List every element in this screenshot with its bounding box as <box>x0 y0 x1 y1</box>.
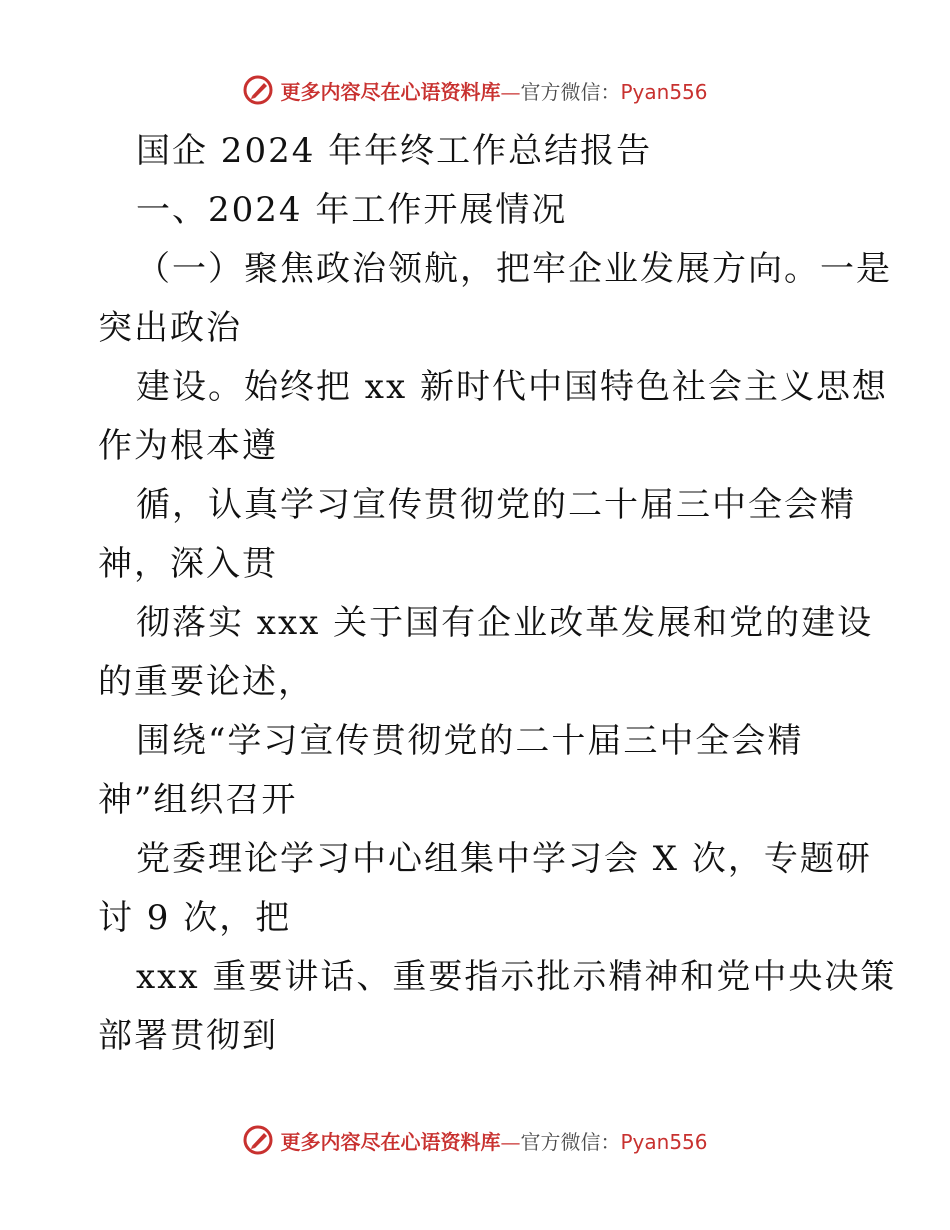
body-line: 党委理论学习中心组集中学习会 X 次，专题研 <box>136 839 872 879</box>
watermark-label: 官方微信： <box>520 79 621 104</box>
body-line: 神”组织召开 <box>98 780 298 820</box>
document-title: 国企 2024 年年终工作总结报告 <box>136 131 653 171</box>
section-heading: 一、2024 年工作开展情况 <box>136 190 568 230</box>
watermark-brand: 更多内容尽在心语资料库 <box>280 79 501 104</box>
header-watermark <box>0 70 950 110</box>
pen-seal-icon <box>242 1124 274 1156</box>
watermark-text <box>280 1126 707 1155</box>
body-line: 突出政治 <box>98 308 242 348</box>
watermark-brand: 更多内容尽在心语资料库 <box>280 1129 501 1154</box>
body-line: 循，认真学习宣传贯彻党的二十届三中全会精 <box>136 485 856 525</box>
watermark-text <box>280 76 707 105</box>
body-line: 部署贯彻到 <box>98 1016 278 1056</box>
watermark-account: Pyan556 <box>620 1129 708 1154</box>
body-line: 讨 9 次，把 <box>98 898 292 938</box>
body-line: xxx 重要讲话、重要指示批示精神和党中央决策 <box>136 957 897 997</box>
body-line: （一）聚焦政治领航，把牢企业发展方向。一是 <box>136 249 892 289</box>
body-line: 神，深入贯 <box>98 544 278 584</box>
body-line: 作为根本遵 <box>98 426 278 466</box>
watermark-dash: — <box>500 79 521 104</box>
watermark-label: 官方微信： <box>520 1129 621 1154</box>
body-line: 的重要论述， <box>98 662 314 702</box>
watermark-account: Pyan556 <box>620 79 708 104</box>
watermark-dash: — <box>500 1129 521 1154</box>
footer-watermark <box>0 1120 950 1160</box>
body-line: 彻落实 xxx 关于国有企业改革发展和党的建设 <box>136 603 874 643</box>
body-line: 建设。始终把 xx 新时代中国特色社会主义思想 <box>136 367 888 407</box>
pen-seal-icon <box>242 74 274 106</box>
body-line: 围绕“学习宣传贯彻党的二十届三中全会精 <box>136 721 804 761</box>
document-body <box>98 122 897 1066</box>
